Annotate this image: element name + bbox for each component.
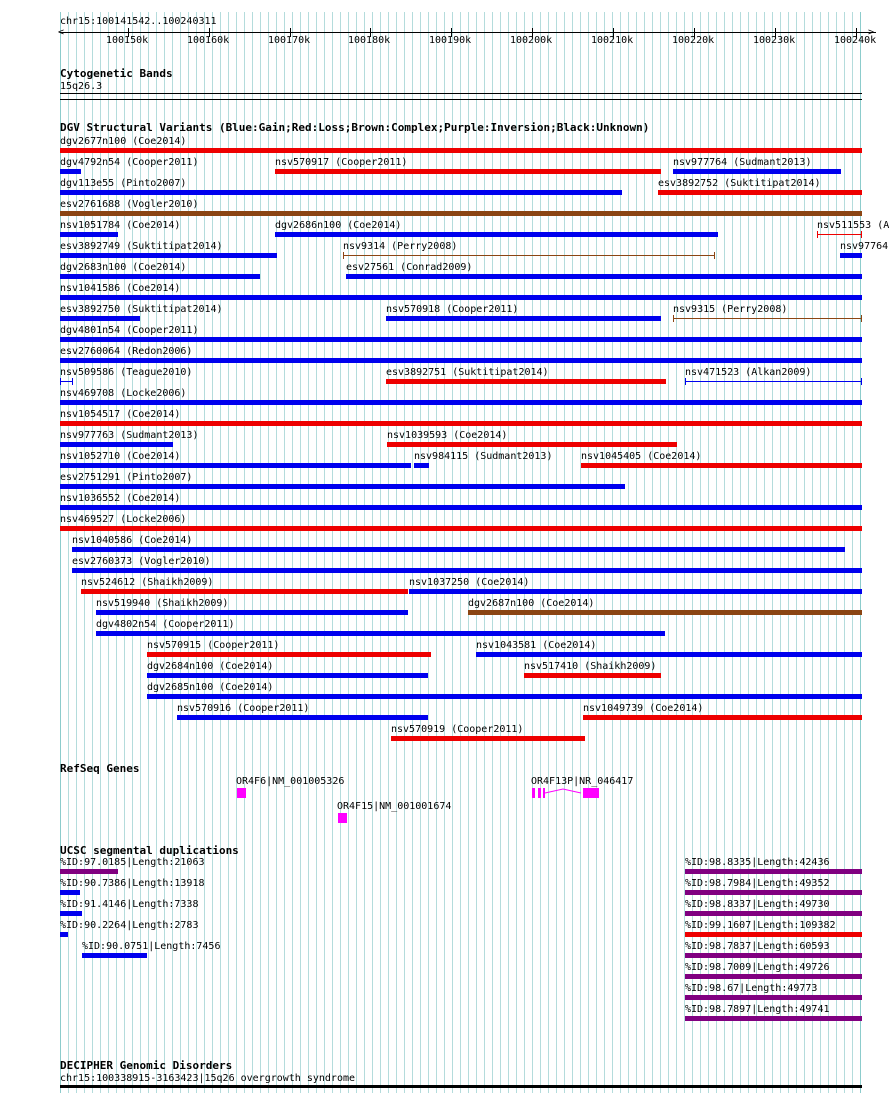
dgv-feature-bar[interactable] <box>60 232 118 237</box>
dgv-feature-bar[interactable] <box>409 589 862 594</box>
ruler-tick-label: 100180k <box>348 35 391 46</box>
segdup-left-bar[interactable] <box>60 911 82 916</box>
dgv-feature-bar[interactable] <box>60 526 862 531</box>
segdup-left-label[interactable]: %ID:91.4146|Length:7338 <box>60 899 199 910</box>
dgv-feature-label[interactable]: dgv2687n100 (Coe2014) <box>468 598 595 609</box>
segdup-track-title: UCSC segmental duplications <box>60 844 239 857</box>
segdup-right-label[interactable]: %ID:99.1607|Length:109382 <box>685 920 836 931</box>
dgv-feature-bar[interactable] <box>386 316 661 321</box>
segdup-right-bar[interactable] <box>685 890 862 895</box>
dgv-feature-bar[interactable] <box>387 442 677 447</box>
dgv-feature-label[interactable]: nsv1052710 (Coe2014) <box>60 451 181 462</box>
decipher-track-title: DECIPHER Genomic Disorders <box>60 1059 233 1072</box>
decipher-item-label[interactable]: chr15:100338915-3163423|15q26 overgrowth syndrome <box>60 1073 356 1084</box>
gene-or4f13p-intron <box>545 789 581 793</box>
dgv-feature-label[interactable]: dgv4802n54 (Cooper2011) <box>96 619 235 630</box>
dgv-feature-bar[interactable] <box>476 652 862 657</box>
segdup-left-bar[interactable] <box>60 932 68 937</box>
dgv-feature-bar[interactable] <box>840 253 862 258</box>
dgv-feature-bar[interactable] <box>685 381 862 382</box>
gene-label-or4f13p[interactable]: OR4F13P|NR_046417 <box>531 776 634 787</box>
dgv-feature-bar[interactable] <box>60 337 862 342</box>
dgv-feature-label[interactable]: esv27561 (Conrad2009) <box>346 262 473 273</box>
dgv-feature-label[interactable]: dgv2686n100 (Coe2014) <box>275 220 402 231</box>
dgv-feature-bar[interactable] <box>414 463 429 468</box>
segdup-right-bar[interactable] <box>685 869 862 874</box>
cytoband-label[interactable]: 15q26.3 <box>60 81 103 92</box>
dgv-feature-label[interactable]: nsv9314 (Perry2008) <box>343 241 458 252</box>
dgv-feature-label[interactable]: nsv1045405 (Coe2014) <box>581 451 702 462</box>
segdup-right-bar[interactable] <box>685 911 862 916</box>
dgv-feature-label[interactable]: dgv2677n100 (Coe2014) <box>60 136 187 147</box>
segdup-right-bar[interactable] <box>685 995 862 1000</box>
segdup-right-bar[interactable] <box>685 974 862 979</box>
dgv-feature-bar[interactable] <box>60 295 862 300</box>
dgv-feature-label[interactable]: nsv1040586 (Coe2014) <box>72 535 193 546</box>
dgv-feature-bar[interactable] <box>60 381 73 382</box>
dgv-feature-label[interactable]: esv3892751 (Suktitipat2014) <box>386 367 549 378</box>
dgv-feature-label[interactable]: esv3892750 (Suktitipat2014) <box>60 304 223 315</box>
ruler-tick-label: 100170k <box>268 35 311 46</box>
segdup-right-label[interactable]: %ID:98.7897|Length:49741 <box>685 1004 830 1015</box>
segdup-left-label[interactable]: %ID:90.0751|Length:7456 <box>82 941 221 952</box>
dgv-feature-label[interactable]: dgv4792n54 (Cooper2011) <box>60 157 199 168</box>
segdup-right-label[interactable]: %ID:98.7837|Length:60593 <box>685 941 830 952</box>
dgv-feature-bar[interactable] <box>96 610 408 615</box>
dgv-feature-bar[interactable] <box>60 463 411 468</box>
dgv-feature-label[interactable]: nsv1039593 (Coe2014) <box>387 430 508 441</box>
gene-or4f13p-exon-2 <box>538 788 541 798</box>
ruler-tick-label: 100160k <box>187 35 230 46</box>
ruler-location: chr15:100141542..100240311 <box>60 16 217 27</box>
ruler-right-arrow: > <box>868 27 875 38</box>
gene-label-or4f15[interactable]: OR4F15|NM_001001674 <box>337 801 452 812</box>
dgv-feature-label[interactable]: nsv471523 (Alkan2009) <box>685 367 812 378</box>
dgv-feature-label[interactable]: nsv9315 (Perry2008) <box>673 304 788 315</box>
ruler-tick-label: 100230k <box>753 35 796 46</box>
dgv-feature-bar[interactable] <box>147 652 431 657</box>
dgv-feature-label[interactable]: nsv517410 (Shaikh2009) <box>524 661 657 672</box>
dgv-feature-label[interactable]: nsv570917 (Cooper2011) <box>275 157 408 168</box>
dgv-feature-bar[interactable] <box>60 400 862 405</box>
dgv-feature-bar[interactable] <box>673 169 841 174</box>
dgv-feature-bar[interactable] <box>60 484 625 489</box>
gene-or4f13p-exon-4 <box>583 788 599 798</box>
dgv-feature-bar[interactable] <box>60 421 862 426</box>
dgv-feature-bar[interactable] <box>343 255 715 256</box>
ruler-tick-label: 100240k <box>834 35 877 46</box>
ruler-tick-label: 100210k <box>591 35 634 46</box>
dgv-feature-label[interactable]: esv2760373 (Vogler2010) <box>72 556 211 567</box>
dgv-feature-label[interactable]: nsv1051784 (Coe2014) <box>60 220 181 231</box>
dgv-feature-label[interactable]: esv2760064 (Redon2006) <box>60 346 193 357</box>
dgv-feature-label[interactable]: dgv113e55 (Pinto2007) <box>60 178 187 189</box>
segdup-right-label[interactable]: %ID:98.8335|Length:42436 <box>685 857 830 868</box>
ruler-tick-label: 100150k <box>106 35 149 46</box>
dgv-feature-bar[interactable] <box>147 673 428 678</box>
dgv-feature-bar[interactable] <box>60 505 862 510</box>
segdup-right-bar[interactable] <box>685 953 862 958</box>
dgv-feature-bar[interactable] <box>60 442 173 447</box>
dgv-feature-label[interactable]: nsv1049739 (Coe2014) <box>583 703 704 714</box>
dgv-feature-bar[interactable] <box>60 169 81 174</box>
dgv-feature-bar[interactable] <box>581 463 862 468</box>
gene-or4f13p-exon-1 <box>532 788 535 798</box>
dgv-feature-label[interactable]: nsv524612 (Shaikh2009) <box>81 577 214 588</box>
segdup-left-label[interactable]: %ID:90.7386|Length:13918 <box>60 878 205 889</box>
dgv-feature-bar[interactable] <box>468 610 862 615</box>
dgv-feature-label[interactable]: nsv469527 (Locke2006) <box>60 514 187 525</box>
dgv-feature-bar[interactable] <box>177 715 428 720</box>
dgv-feature-bar[interactable] <box>72 568 862 573</box>
dgv-feature-bar[interactable] <box>391 736 585 741</box>
dgv-feature-bar[interactable] <box>60 190 622 195</box>
dgv-feature-label[interactable]: nsv977764 (Sudmant2013) <box>673 157 812 168</box>
ruler-axis-line <box>60 32 876 33</box>
dgv-feature-bar[interactable] <box>60 211 862 216</box>
dgv-feature-bar[interactable] <box>60 358 862 363</box>
ruler-left-arrow: < <box>58 27 65 38</box>
dgv-feature-label[interactable]: nsv1037250 (Coe2014) <box>409 577 530 588</box>
segdup-right-label[interactable]: %ID:98.7984|Length:49352 <box>685 878 830 889</box>
dgv-feature-label[interactable]: nsv519940 (Shaikh2009) <box>96 598 229 609</box>
dgv-feature-bar[interactable] <box>60 274 260 279</box>
cytoband-bar[interactable] <box>60 93 862 94</box>
dgv-feature-bar[interactable] <box>72 547 845 552</box>
gene-or4f13p[interactable] <box>530 786 602 800</box>
ruler-tick-label: 100220k <box>672 35 715 46</box>
cytoband-track-title: Cytogenetic Bands <box>60 67 173 80</box>
dgv-track-title: DGV Structural Variants (Blue:Gain;Red:Loss;Brown:Complex;Purple:Inversion;Black:Unknown) <box>60 121 650 134</box>
dgv-feature-label[interactable]: nsv570916 (Cooper2011) <box>177 703 310 714</box>
segdup-left-label[interactable]: %ID:90.2264|Length:2783 <box>60 920 199 931</box>
ruler-tick-label: 100200k <box>510 35 553 46</box>
segdup-right-label[interactable]: %ID:98.67|Length:49773 <box>685 983 818 994</box>
dgv-feature-label[interactable]: esv2751291 (Pinto2007) <box>60 472 193 483</box>
segdup-right-bar[interactable] <box>685 1016 862 1021</box>
dgv-feature-bar[interactable] <box>658 190 862 195</box>
gene-or4f15[interactable] <box>338 813 347 823</box>
dgv-feature-label[interactable]: nsv511553 (A <box>817 220 890 231</box>
dgv-feature-label[interactable]: nsv1043581 (Coe2014) <box>476 640 597 651</box>
cytoband-bar-bottom <box>60 99 862 100</box>
dgv-feature-label[interactable]: nsv977763 (Sudmant2013) <box>60 430 199 441</box>
dgv-feature-label[interactable]: esv2761688 (Vogler2010) <box>60 199 199 210</box>
dgv-feature-label[interactable]: nsv1036552 (Coe2014) <box>60 493 181 504</box>
dgv-feature-label[interactable]: esv3892749 (Suktitipat2014) <box>60 241 223 252</box>
dgv-feature-label[interactable]: nsv984115 (Sudmant2013) <box>414 451 553 462</box>
segdup-right-label[interactable]: %ID:98.8337|Length:49730 <box>685 899 830 910</box>
segdup-right-label[interactable]: %ID:98.7009|Length:49726 <box>685 962 830 973</box>
dgv-feature-label[interactable]: nsv570918 (Cooper2011) <box>386 304 519 315</box>
segdup-left-bar[interactable] <box>60 890 80 895</box>
dgv-feature-label[interactable]: nsv97764 <box>840 241 889 252</box>
dgv-feature-label[interactable]: nsv1041586 (Coe2014) <box>60 283 181 294</box>
dgv-feature-bar[interactable] <box>60 148 862 153</box>
segdup-left-bar[interactable] <box>60 869 118 874</box>
dgv-feature-label[interactable]: dgv2683n100 (Coe2014) <box>60 262 187 273</box>
ruler-tick-label: 100190k <box>429 35 472 46</box>
segdup-left-label[interactable]: %ID:97.0185|Length:21063 <box>60 857 205 868</box>
gene-or4f13p-exon-3 <box>543 788 545 798</box>
dgv-feature-label[interactable]: nsv570919 (Cooper2011) <box>391 724 524 735</box>
dgv-feature-bar[interactable] <box>60 253 277 258</box>
dgv-feature-bar[interactable] <box>673 318 862 319</box>
dgv-feature-label[interactable]: dgv2684n100 (Coe2014) <box>147 661 274 672</box>
dgv-feature-bar[interactable] <box>275 169 661 174</box>
dgv-feature-label[interactable]: nsv469708 (Locke2006) <box>60 388 187 399</box>
dgv-feature-label[interactable]: dgv2685n100 (Coe2014) <box>147 682 274 693</box>
refseq-track-title: RefSeq Genes <box>60 762 140 775</box>
dgv-feature-bar[interactable] <box>386 379 666 384</box>
dgv-feature-bar[interactable] <box>60 316 140 321</box>
dgv-feature-bar[interactable] <box>275 232 718 237</box>
dgv-feature-bar[interactable] <box>583 715 862 720</box>
dgv-feature-bar[interactable] <box>817 234 862 235</box>
dgv-feature-label[interactable]: esv3892752 (Suktitipat2014) <box>658 178 821 189</box>
dgv-feature-label[interactable]: dgv4801n54 (Cooper2011) <box>60 325 199 336</box>
dgv-feature-bar[interactable] <box>346 274 862 279</box>
segdup-left-bar[interactable] <box>82 953 147 958</box>
gene-or4f6[interactable] <box>237 788 246 798</box>
gene-label-or4f6[interactable]: OR4F6|NM_001005326 <box>236 776 345 787</box>
decipher-item-bar[interactable] <box>60 1085 862 1088</box>
segdup-right-bar[interactable] <box>685 932 862 937</box>
dgv-feature-bar[interactable] <box>147 694 862 699</box>
dgv-feature-bar[interactable] <box>524 673 661 678</box>
dgv-feature-label[interactable]: nsv570915 (Cooper2011) <box>147 640 280 651</box>
dgv-feature-bar[interactable] <box>96 631 665 636</box>
dgv-feature-label[interactable]: nsv509586 (Teague2010) <box>60 367 193 378</box>
dgv-feature-bar[interactable] <box>81 589 408 594</box>
dgv-feature-label[interactable]: nsv1054517 (Coe2014) <box>60 409 181 420</box>
